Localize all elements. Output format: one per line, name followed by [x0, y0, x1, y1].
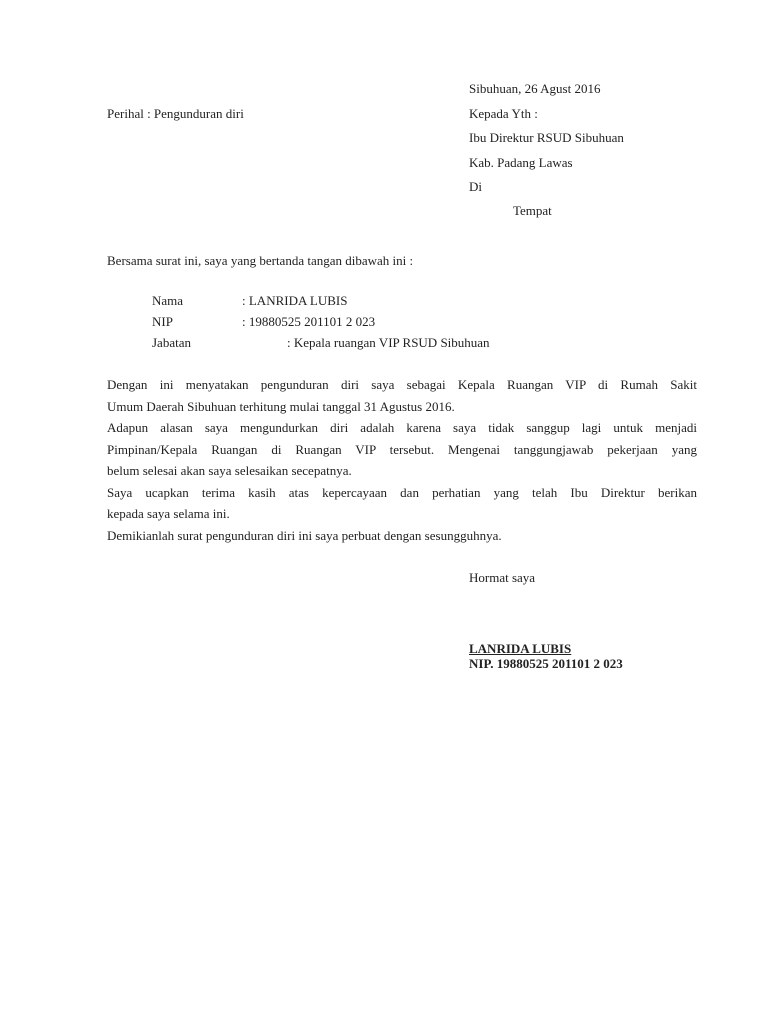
identity-label: Nama [152, 293, 184, 308]
recipient-region: Kab. Padang Lawas [469, 155, 573, 170]
recipient-salutation: Kepada Yth : [469, 106, 538, 121]
paragraph-resignation [107, 374, 697, 417]
identity-value: : LANRIDA LUBIS [242, 293, 348, 308]
subject-line: Perihal : Pengunduran diri [107, 106, 244, 121]
opening-sentence: Bersama surat ini, saya yang bertanda tangan dibawah ini : [107, 253, 414, 268]
signatory-name: LANRIDA LUBIS [469, 641, 572, 656]
paragraph-line: Pimpinan/Kepala Ruangan di Ruangan VIP tersebut. Mengenai tanggungjawab pekerjaan yang [107, 441, 697, 457]
letter-body [107, 374, 697, 546]
closing-greeting: Hormat saya [469, 570, 536, 585]
paragraph-thanks [107, 482, 697, 525]
identity-label: NIP [152, 314, 173, 329]
paragraph-line: Demikianlah surat pengunduran diri ini saya perbuat dengan sesungguhnya. [107, 527, 502, 543]
paragraph-line: Adapun alasan saya mengundurkan diri adalah karena saya tidak sanggup lagi untuk menjadi [107, 420, 697, 435]
signatory-nip: NIP. 19880525 201101 2 023 [469, 656, 623, 671]
paragraph-line: Umum Daerah Sibuhuan terhitung mulai tanggal 31 Agustus 2016. [107, 398, 455, 414]
identity-value: : 19880525 201101 2 023 [242, 314, 376, 329]
paragraph-reason [107, 417, 697, 482]
identity-label: Jabatan [152, 335, 191, 350]
recipient-place: Tempat [513, 203, 552, 218]
paragraph-closing [107, 525, 697, 547]
paragraph-line: belum selesai akan saya selesaikan secepatnya. [107, 463, 352, 478]
identity-value: : Kepala ruangan VIP RSUD Sibuhuan [287, 335, 490, 350]
place-date: Sibuhuan, 26 Agust 2016 [469, 81, 601, 96]
paragraph-line: Saya ucapkan terima kasih atas kepercayaan dan perhatian yang telah Ibu Direktur berikan [107, 484, 697, 500]
paragraph-line: Dengan ini menyatakan pengunduran diri saya sebagai Kepala Ruangan VIP di Rumah Sakit [107, 377, 697, 392]
paragraph-line: kepada saya selama ini. [107, 506, 230, 521]
recipient-at: Di [469, 179, 482, 194]
recipient-name: Ibu Direktur RSUD Sibuhuan [469, 130, 624, 145]
